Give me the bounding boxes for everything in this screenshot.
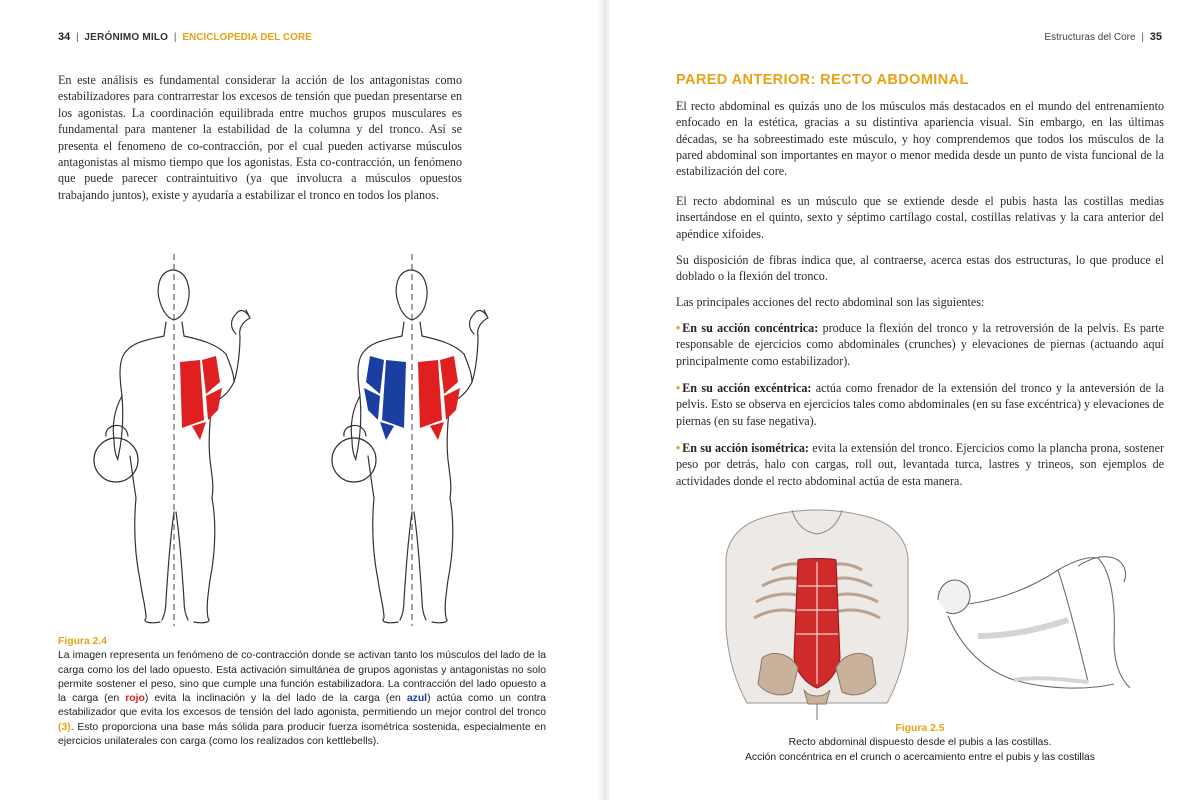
bullet-text: evita la extensión del tronco. Ejercicios como la plancha prona, sostener peso por detrás, halo con cargas, roll out, levantada turca, lastres y trineos, son ejemplos de actividades donde el recto abdominal actúa de esta manera. (676, 441, 1164, 488)
running-head-separator: | (76, 32, 79, 43)
figure-2-5-label: Figura 2.5 (895, 723, 945, 734)
bullet-lead: En su acción concéntrica: (682, 321, 819, 335)
bullet-lead: En su acción excéntrica: (682, 381, 812, 395)
caption-text: ) evita la inclinación y la del lado de la carga (en (144, 693, 407, 705)
caption-text: ) actúa como un contra estabilizador que evita los excesos de tensión del lado agonista, permitiendo un mejor control del tronco (58, 693, 546, 719)
book-title: ENCICLOPEDIA DEL CORE (182, 32, 312, 43)
pelvis-right (836, 653, 876, 694)
section-title: PARED ANTERIOR: RECTO ABDOMINAL (676, 72, 969, 88)
figure-2-5-caption (676, 722, 1164, 765)
caption-red-word: rojo (125, 693, 145, 705)
bullet-item (676, 380, 1164, 429)
running-head-separator: | (173, 32, 177, 43)
red-muscle-group-left (180, 356, 222, 440)
pelvis-left (758, 653, 798, 694)
bullet-text: actúa como frenador de la extensión del tronco y la anteversión de la pelvis. Esto se observa en ejercicios tales como abdominales (en su fase excéntrica) y elevaciones de piernas (en su fase negativa). (676, 381, 1164, 428)
figure-2-4-label: Figura 2.4 (58, 636, 108, 647)
figure-2-4-caption (58, 635, 546, 749)
bullet-text: produce la flexión del tronco y la retroversión de la pelvis. Es parte responsable de ejercicios como abdominales (crunches) y elevaciones de piernas (actuando aquí principalmente como estabilizador). (676, 321, 1164, 368)
reference-number: (3) (58, 721, 71, 733)
blue-muscle-group (364, 356, 406, 440)
section-label: Estructuras del Core (1044, 32, 1136, 43)
bullet-lead: En su acción isométrica: (682, 441, 809, 455)
figure-right-body (332, 270, 488, 623)
paragraph: El recto abdominal es un músculo que se extiende desde el pubis hasta las costillas medias insertándose en el quinto, sexto y séptimo cartílago costal, costillas relativas y la cara anterior del apéndice xifoides. (676, 194, 1164, 241)
caption-line: Acción concéntrica en el crunch o acercamiento entre el pubis y las costillas (745, 751, 1095, 763)
bullet-item (676, 440, 1164, 489)
figure-2-4-illustration (70, 250, 510, 630)
paragraph: Su disposición de fibras indica que, al contraerse, acerca estas dos estructuras, lo que produce el doblado o la flexión del tronco. (676, 253, 1164, 284)
paragraph: Las principales acciones del recto abdominal son las siguientes: (676, 295, 985, 309)
left-running-head (58, 31, 312, 43)
figure-left-body (94, 270, 250, 623)
right-page-number: 35 (1149, 31, 1162, 43)
red-muscle-group-right (418, 356, 460, 440)
bullet-item (676, 320, 1164, 369)
left-body-paragraph: En este análisis es fundamental considerar la acción de los antagonistas como estabilizadores para contrarrestar los excesos de tensión que puedan presentarse en los agonistas. La coordinación equilibrada entre muchos grupos musculares es fundamental para mantener la estabilidad de la columna y del tronco. Así se presenta el fenomeno de co-contracción, por el cual pueden activarse músculos antagonistas al mismo tiempo que los agonistas. Esta co-contracción, un fenómeno que puede parecer contraintuitivo (ya que involucra a músculos opuestos trabajando juntos), existe y ayudaría a estabilizar el tronco en todos los planos. (58, 73, 462, 202)
rectus-abdominis-anatomy-illustration (722, 508, 912, 722)
running-head-separator: | (1141, 32, 1144, 43)
crunch-pose-illustration (918, 540, 1150, 700)
bullet-marker: • (676, 381, 681, 395)
caption-blue-word: azul (406, 693, 428, 705)
right-running-head (1044, 31, 1162, 43)
right-page (610, 0, 1200, 800)
paragraph: El recto abdominal es quizás uno de los músculos más destacados en el mundo del entrenamiento enfocado en la estética, gracias a su distintiva apariencia visual. Sin embargo, en las últimas décadas, se ha sobreestimado este músculo, y hoy comprendemos que todos los músculos de la pared abdominal son importantes en mayor o menor medida desde un punto de vista funcional de la estabilización del core. (676, 99, 1164, 179)
bullet-marker: • (676, 321, 681, 335)
bullet-marker: • (676, 441, 681, 455)
caption-line: Recto abdominal dispuesto desde el pubis a las costillas. (788, 737, 1052, 749)
caption-text: La imagen representa un fenómeno de co-contracción donde se activan tanto los músculos del lado de la carga como los del lado opuesto. Esta activación simultánea de grupos agonistas y antagonistas no solo permite sostener el peso, sino que cumple una función estabilizadora. La contracción del lado opuesto a la carga (en (58, 650, 546, 705)
caption-text: . Esto proporciona una base más sólida para producir fuerza isométrica sostenida, especialmente en ejercicios unilaterales con carga (como los realizados con kettlebells). (58, 721, 546, 748)
left-page-number: 34 (58, 31, 71, 43)
author-name: JERÓNIMO MILO (84, 32, 169, 43)
